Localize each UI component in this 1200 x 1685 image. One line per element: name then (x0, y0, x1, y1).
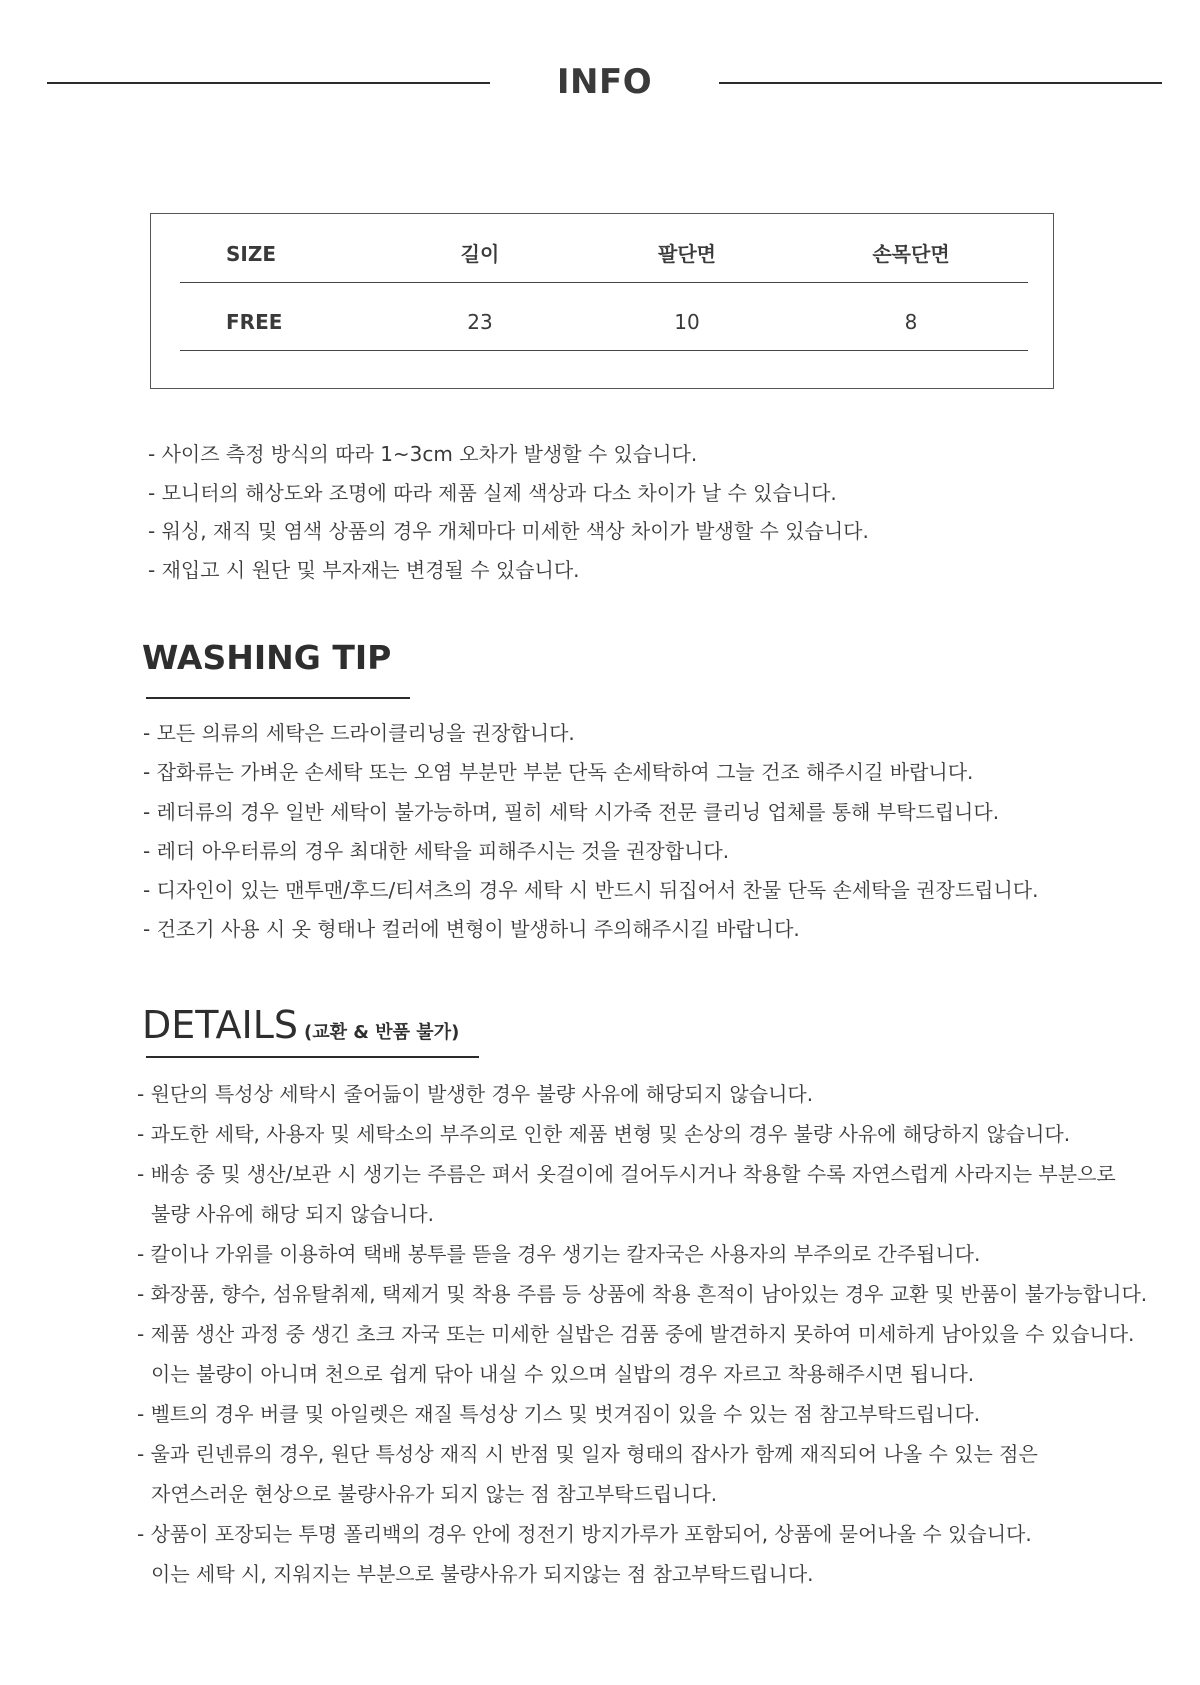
list-item: - 과도한 세탁, 사용자 및 세탁소의 부주의로 인한 제품 변형 및 손상의 경우 불량 사유에 해당하지 않습니다. (137, 1122, 1071, 1146)
washing-tip-title: WASHING TIP (142, 638, 392, 677)
list-item: - 사이즈 측정 방식의 따라 1~3cm 오차가 발생할 수 있습니다. (148, 442, 698, 466)
list-item: - 배송 중 및 생산/보관 시 생기는 주름은 펴서 옷걸이에 걸어두시거나 착용할 수록 자연스럽게 사라지는 부분으로 (137, 1162, 1116, 1186)
list-item-continuation: 자연스러운 현상으로 불량사유가 되지 않는 점 참고부탁드립니다. (151, 1482, 718, 1506)
list-item: - 워싱, 재직 및 염색 상품의 경우 개체마다 미세한 색상 차이가 발생할 수 있습니다. (148, 519, 869, 543)
arm-width-value-cell: 10 (674, 310, 700, 334)
info-divider-right (719, 82, 1162, 84)
list-item: - 울과 린넨류의 경우, 원단 특성상 재직 시 반점 및 일자 형태의 잡사가 함께 재직되어 나올 수 있는 점은 (137, 1442, 1038, 1466)
size-value-cell: FREE (226, 310, 283, 334)
list-item: - 디자인이 있는 맨투맨/후드/티셔츠의 경우 세탁 시 반드시 뒤집어서 찬물 단독 손세탁을 권장드립니다. (143, 878, 1039, 903)
list-item: - 제품 생산 과정 중 생긴 초크 자국 또는 미세한 실밥은 검품 중에 발견하지 못하여 미세하게 남아있을 수 있습니다. (137, 1322, 1135, 1346)
list-item: - 화장품, 향수, 섬유탈취제, 택제거 및 착용 주름 등 상품에 착용 흔적이 남아있는 경우 교환 및 반품이 불가능합니다. (137, 1282, 1148, 1306)
list-item: - 건조기 사용 시 옷 형태나 컬러에 변형이 발생하니 주의해주시길 바랍니다. (143, 917, 800, 942)
list-item: - 잡화류는 가벼운 손세탁 또는 오염 부분만 부분 단독 손세탁하여 그늘 건조 해주시길 바랍니다. (143, 760, 974, 785)
list-item-continuation: 불량 사유에 해당 되지 않습니다. (151, 1202, 434, 1226)
washing-tip-list (143, 714, 1038, 950)
details-underline (146, 1056, 479, 1058)
size-table-header-row (180, 228, 1028, 292)
details-list (137, 1074, 1147, 1594)
list-item: - 상품이 포장되는 투명 폴리백의 경우 안에 정전기 방지가루가 포함되어, 상품에 묻어나올 수 있습니다. (137, 1522, 1032, 1546)
size-notes-list (148, 435, 869, 589)
length-header-cell: 길이 (460, 242, 500, 266)
table-row (180, 296, 1028, 360)
wrist-width-value-cell: 8 (904, 310, 918, 334)
list-item-continuation: 이는 불량이 아니며 천으로 쉽게 닦아 내실 수 있으며 실밥의 경우 자르고 착용해주시면 됩니다. (151, 1362, 975, 1386)
list-item: - 칼이나 가위를 이용하여 택배 봉투를 뜯을 경우 생기는 칼자국은 사용자의 부주의로 간주됩니다. (137, 1242, 981, 1266)
size-table (150, 213, 1054, 389)
length-value-cell: 23 (467, 310, 493, 334)
info-header (0, 58, 1200, 108)
arm-width-header-cell: 팔단면 (658, 242, 716, 266)
list-item: - 모니터의 해상도와 조명에 따라 제품 실제 색상과 다소 차이가 날 수 있습니다. (148, 480, 837, 505)
list-item-continuation: 이는 세탁 시, 지워지는 부분으로 불량사유가 되지않는 점 참고부탁드립니다. (151, 1562, 814, 1586)
details-title-text: DETAILS (142, 1003, 299, 1047)
details-title (142, 1003, 459, 1047)
list-item: - 모든 의류의 세탁은 드라이클리닝을 권장합니다. (143, 721, 575, 745)
table-header-rule (180, 282, 1028, 283)
list-item: - 레더 아우터류의 경우 최대한 세탁을 피해주시는 것을 권장합니다. (143, 838, 730, 863)
info-divider-left (47, 82, 490, 84)
details-subtitle: (교환 & 반품 불가) (304, 1022, 460, 1043)
info-title: INFO (556, 62, 653, 102)
size-header-cell: SIZE (226, 242, 277, 266)
list-item: - 벨트의 경우 버클 및 아일렛은 재질 특성상 기스 및 벗겨짐이 있을 수 있는 점 참고부탁드립니다. (137, 1402, 981, 1426)
list-item: - 원단의 특성상 세탁시 줄어듦이 발생한 경우 불량 사유에 해당되지 않습니다. (137, 1082, 814, 1106)
wrist-width-header-cell: 손목단면 (872, 242, 950, 266)
washing-tip-underline (146, 697, 410, 699)
list-item: - 재입고 시 원단 및 부자재는 변경될 수 있습니다. (148, 557, 580, 582)
table-row-rule (180, 350, 1028, 351)
list-item: - 레더류의 경우 일반 세탁이 불가능하며, 필히 세탁 시가죽 전문 클리닝 업체를 통해 부탁드립니다. (143, 799, 1000, 824)
